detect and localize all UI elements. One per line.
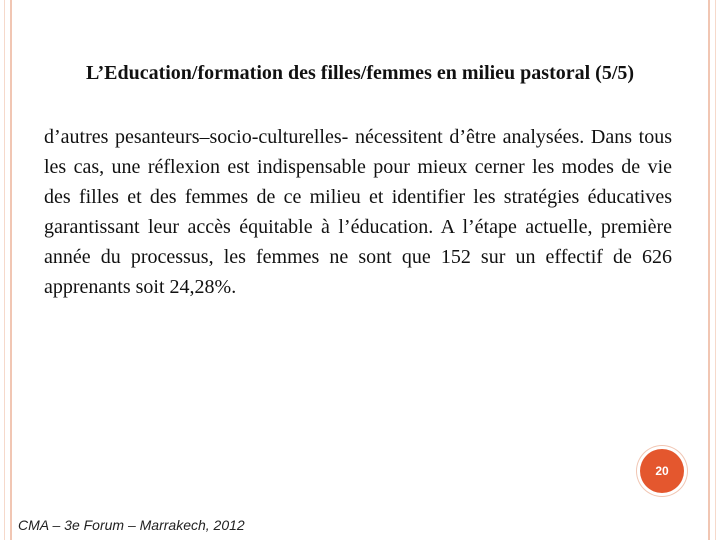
- frame-right-line-outer: [715, 0, 716, 540]
- slide-body-text: d’autres pesanteurs–socio-culturelles- nécessitent d’être analysées. Dans tous les cas, une réflexion est indispensable pour mieux cerner les modes de vie des filles et des femmes de ce milieu et identifier les stratégies éducatives garantissant leur accès équitable à l’éducation. A l’étape actuelle, première année du processus, les femmes ne sont que 152 sur un effectif de 626 apprenants soit 24,28%.: [44, 126, 672, 298]
- frame-left-line: [10, 0, 12, 540]
- slide-title: L’Education/formation des filles/femmes en milieu pastoral (5/5): [85, 62, 635, 84]
- frame-right-line: [708, 0, 710, 540]
- slide-footer: CMA – 3e Forum – Marrakech, 2012: [18, 517, 245, 533]
- frame-left-line-outer: [4, 0, 5, 540]
- page-number-badge: 20: [640, 449, 684, 493]
